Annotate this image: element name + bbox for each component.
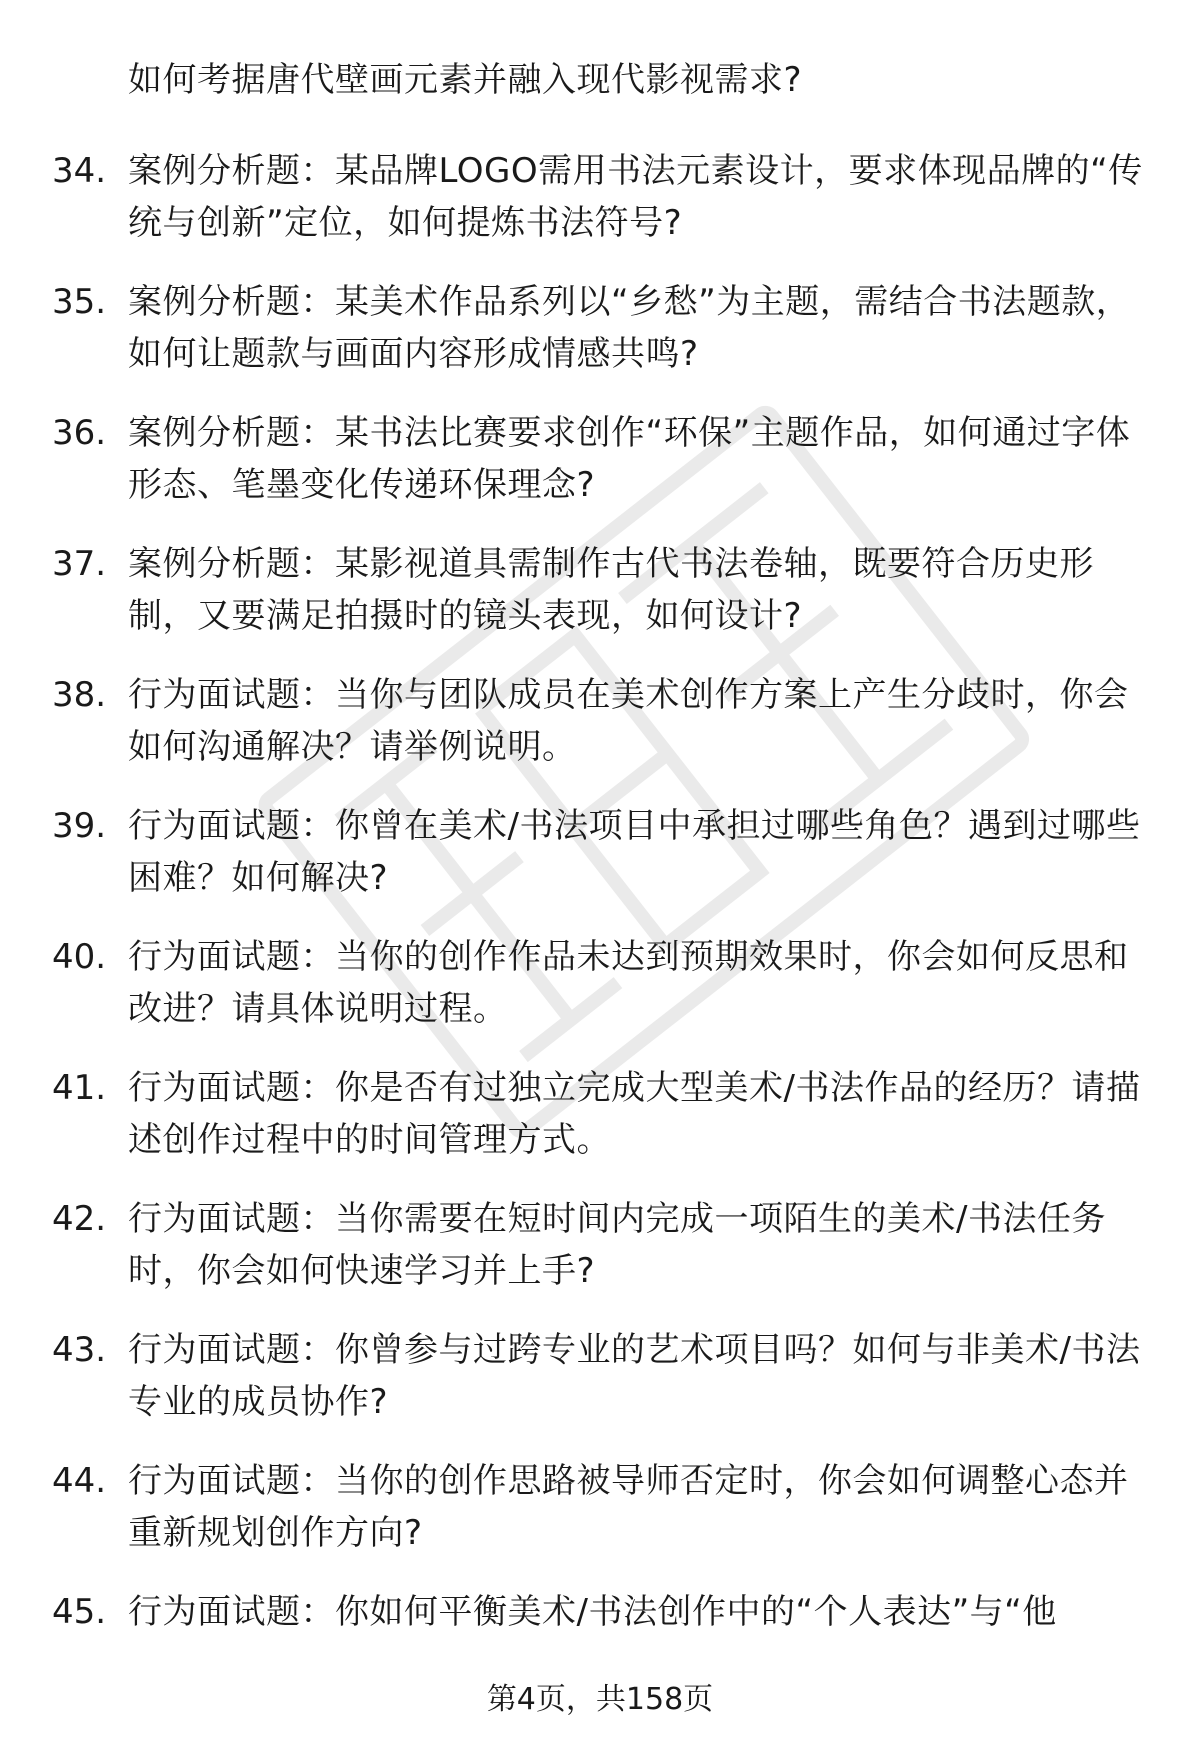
question-number: 43. xyxy=(52,1330,107,1370)
question-number: 38. xyxy=(52,675,107,715)
question-number: 45. xyxy=(52,1592,107,1632)
question-item xyxy=(0,276,1200,407)
continuation-text: 如何考据唐代壁画元素并融入现代影视需求? xyxy=(128,60,803,100)
question-item xyxy=(0,1193,1200,1324)
question-text: 案例分析题：某书法比赛要求创作“环保”主题作品，如何通过字体形态、笔墨变化传递环保理念? xyxy=(128,413,1131,505)
question-number: 39. xyxy=(52,806,107,846)
page-footer: 第4页，共158页 xyxy=(486,1682,714,1717)
question-number: 40. xyxy=(52,937,107,977)
question-text: 案例分析题：某美术作品系列以“乡愁”为主题，需结合书法题款，如何让题款与画面内容形成情感共鸣? xyxy=(128,282,1131,374)
question-text: 行为面试题：你是否有过独立完成大型美术/书法作品的经历？请描述创作过程中的时间管理方式。 xyxy=(128,1068,1141,1160)
question-item xyxy=(0,800,1200,931)
question-text: 行为面试题：当你的创作作品未达到预期效果时，你会如何反思和改进？请具体说明过程。 xyxy=(128,937,1129,1029)
question-text: 行为面试题：当你的创作思路被导师否定时，你会如何调整心态并重新规划创作方向? xyxy=(128,1461,1129,1553)
question-number: 42. xyxy=(52,1199,107,1239)
question-text: 行为面试题：当你与团队成员在美术创作方案上产生分歧时，你会如何沟通解决？请举例说明。 xyxy=(128,675,1129,767)
question-item xyxy=(0,1324,1200,1455)
question-text: 案例分析题：某影视道具需制作古代书法卷轴，既要符合历史形制，又要满足拍摄时的镜头表现，如何设计? xyxy=(128,544,1094,636)
question-item xyxy=(0,407,1200,538)
question-number: 36. xyxy=(52,413,107,453)
question-list xyxy=(0,145,1200,1717)
question-text: 行为面试题：你曾参与过跨专业的艺术项目吗？如何与非美术/书法专业的成员协作? xyxy=(128,1330,1141,1422)
question-number: 37. xyxy=(52,544,107,584)
question-text: 行为面试题：你如何平衡美术/书法创作中的“个人表达”与“他 xyxy=(128,1592,1057,1632)
question-item xyxy=(0,669,1200,800)
question-item xyxy=(0,538,1200,669)
question-number: 44. xyxy=(52,1461,107,1501)
question-item xyxy=(0,1455,1200,1586)
question-item xyxy=(0,1062,1200,1193)
question-text: 行为面试题：当你需要在短时间内完成一项陌生的美术/书法任务时，你会如何快速学习并上手? xyxy=(128,1199,1106,1291)
question-number: 34. xyxy=(52,151,107,191)
question-number: 41. xyxy=(52,1068,107,1108)
question-number: 35. xyxy=(52,282,107,322)
question-item xyxy=(0,145,1200,276)
question-text: 行为面试题：你曾在美术/书法项目中承担过哪些角色？遇到过哪些困难？如何解决? xyxy=(128,806,1141,898)
question-item xyxy=(0,931,1200,1062)
question-text: 案例分析题：某品牌LOGO需用书法元素设计，要求体现品牌的“传统与创新”定位，如何提炼书法符号? xyxy=(128,151,1143,243)
